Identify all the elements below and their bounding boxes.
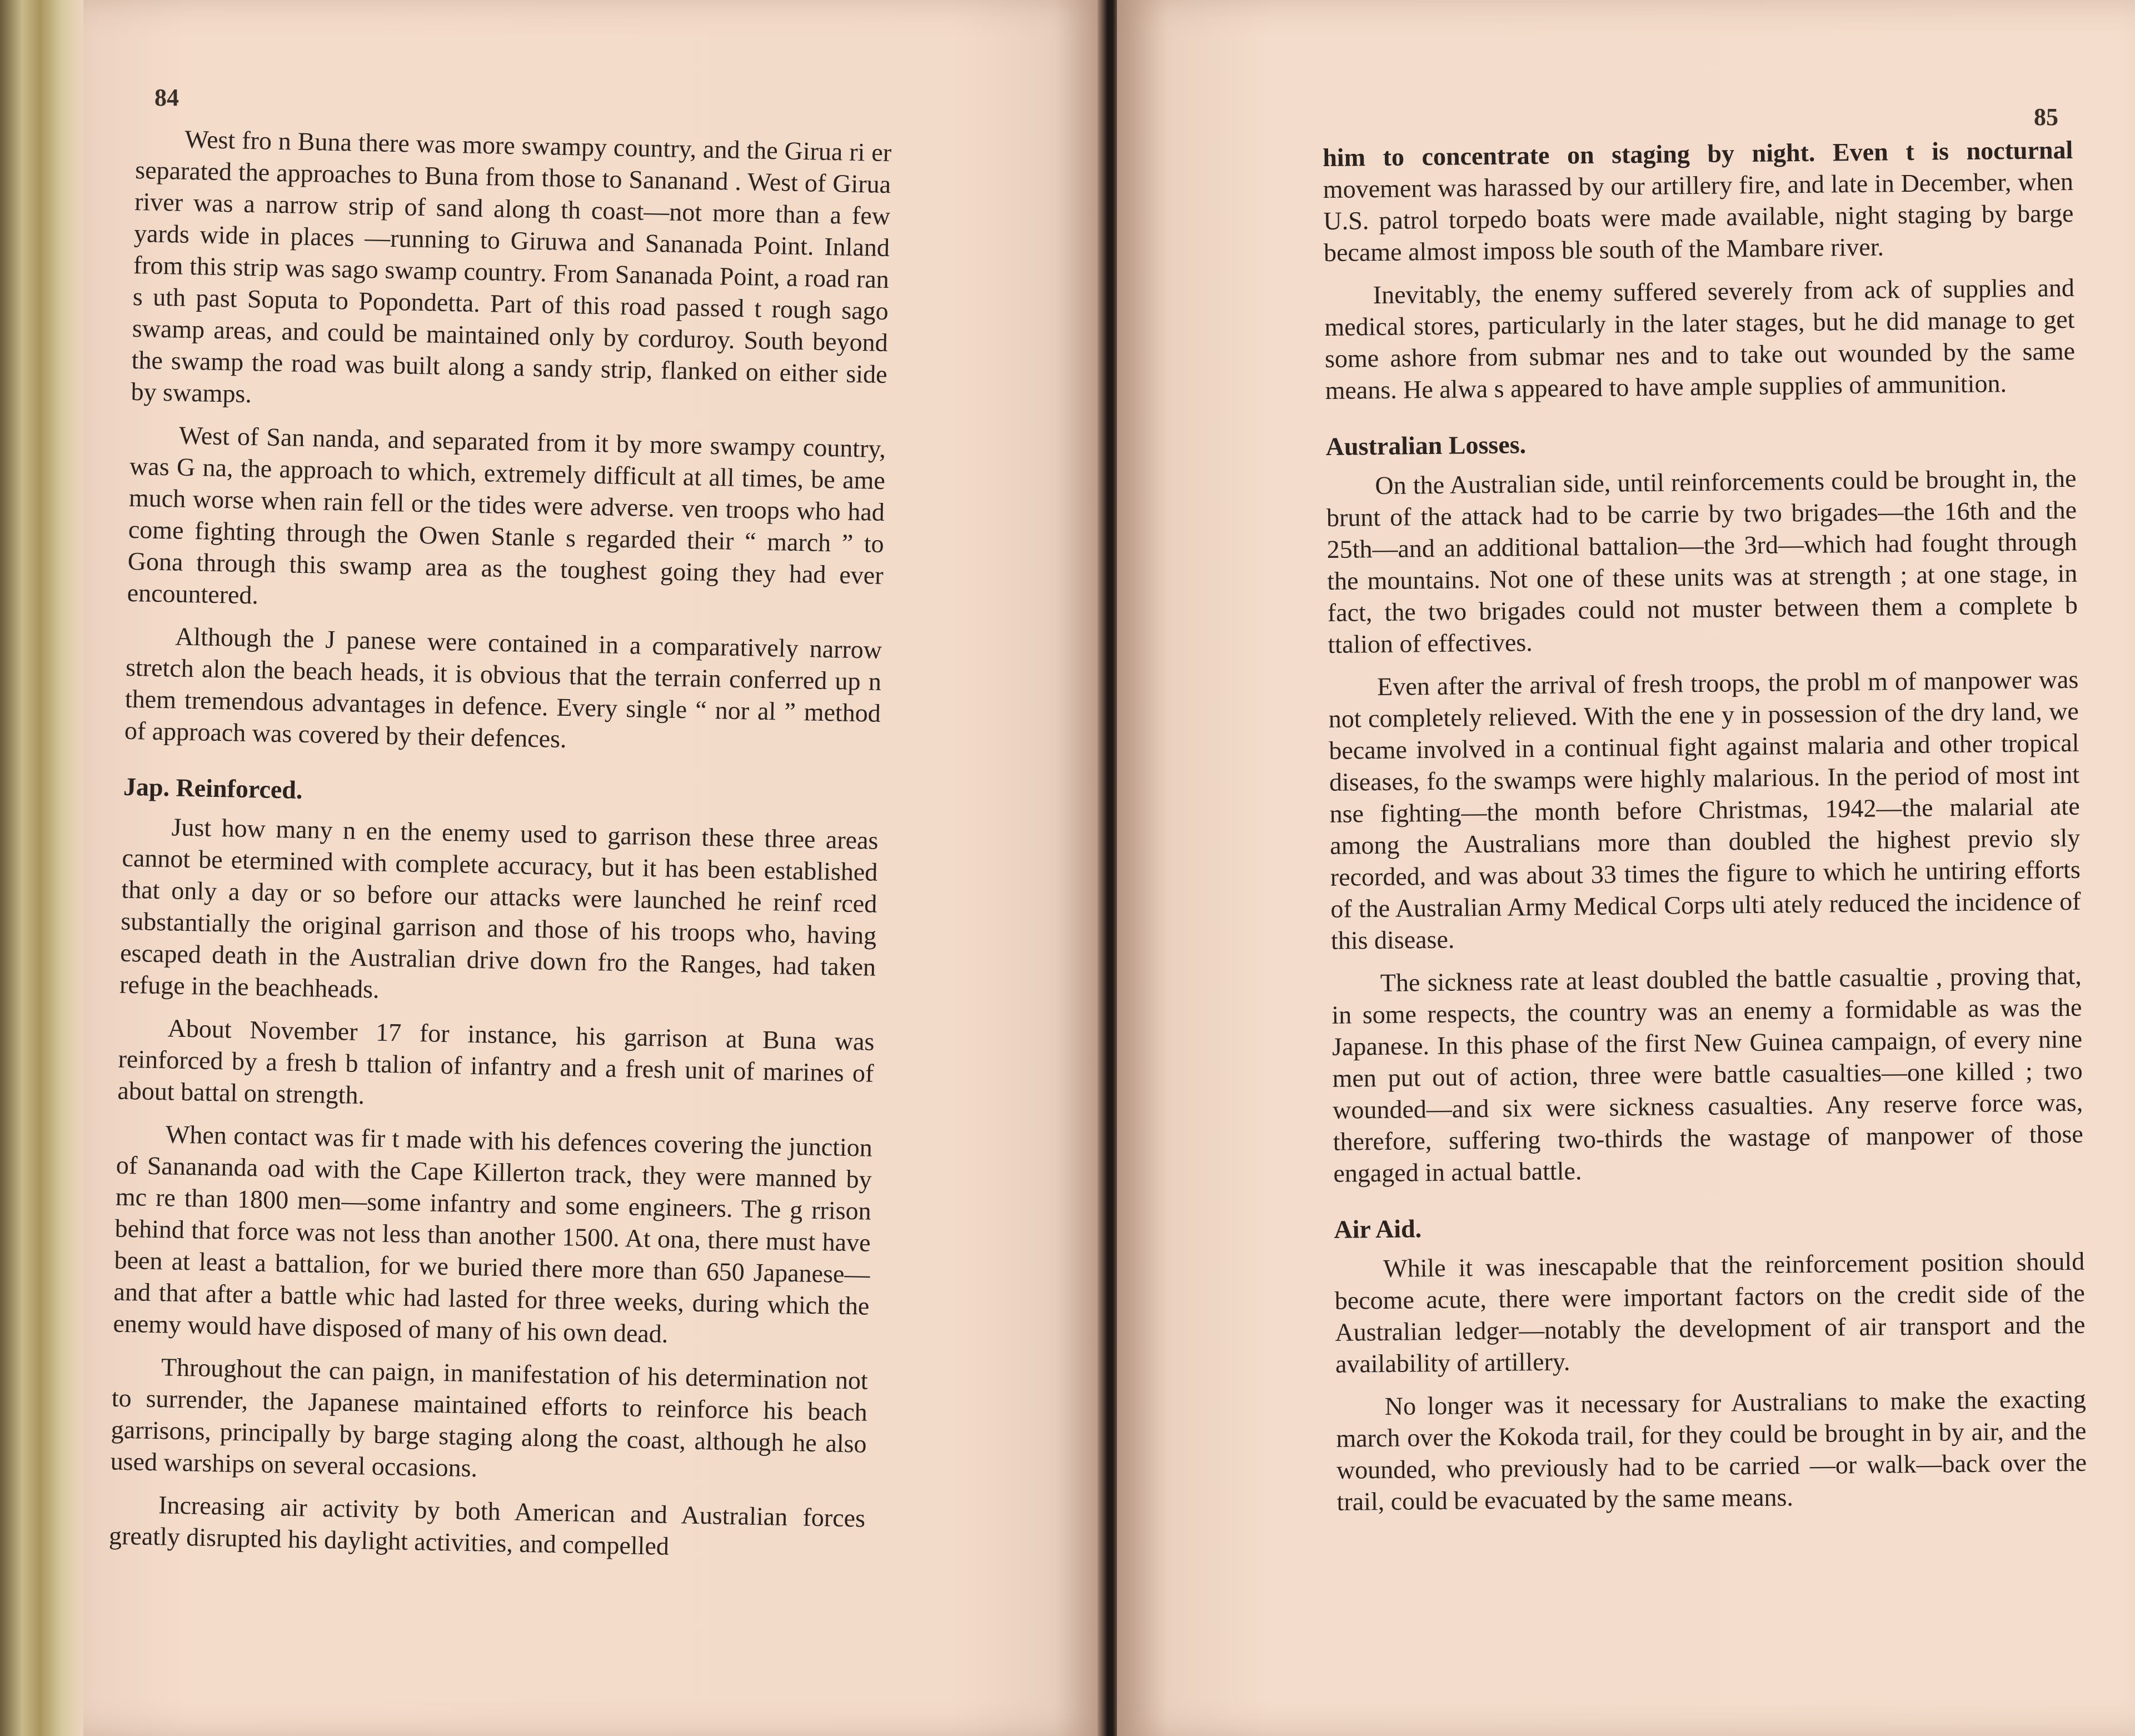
section-heading: Australian Losses. xyxy=(1325,430,1527,461)
paragraph: No longer was it necessary for Australians to make the exacting march over the Kokoda trail, for they could be brought in by air, and the wounded, who previously had to be carried —or walk—back over the trail, could be evacuated by the same means. xyxy=(1336,1384,2087,1516)
paragraph: him to concentrate on staging by night. Even t is nocturnal movement was harassed by our artillery fire, and late in December, when U.S. patrol torpedo boats were made available, night staging by barge became almost imposs ble south of the Mambare river. xyxy=(1323,135,2074,267)
left-page xyxy=(83,0,1106,1736)
paragraph: While it was inescapable that the reinforcement position should become acute, there were important factors on the credit side of the Australian ledger—notably the development of air transport and the availability of artillery. xyxy=(1334,1246,2086,1378)
section-heading: Air Aid. xyxy=(1334,1214,1422,1244)
paragraph: West of San nanda, and separated from it by more swampy country, was G na, the approach to which, extremely difficult at all times, be ame much worse when rain fell or the tides were adverse. ven troops who had come fighting through the Owen Stanle s regarded their “ march ” to Gona through this swamp area as the toughest going they had ever encountered. xyxy=(127,421,886,610)
left-page-text xyxy=(108,122,892,1577)
paragraph: Although the J panese were contained in a comparatively narrow stretch alon the beach heads, it is obvious that the terrain conferred up n them tremendous advantages in defence. Every single “ nor al ” method of approach was covered by their defences. xyxy=(124,622,882,754)
paragraph: West fro n Buna there was more swampy country, and the Girua ri er separated the approaches to Buna from those to Sananand . West of Girua river was a narrow strip of sand along th coast—not more than a few yards wide in places —running to Giruwa and Sananada Point. Inland from this strip was sago swamp country. From Sananada Point, a road ran s uth past Soputa to Popondetta. Part of this road passed t rough sago swamp areas, and could be maintained only by corduroy. South beyond the swamp the road was built along a sandy strip, flanked on either side by swamps. xyxy=(131,124,892,408)
paragraph: Throughout the can paign, in manifestation of his determination not to surrender, the Japanese maintained efforts to reinforce his beach garrisons, principally by barge staging along the coast, although he also used warships on several occasions. xyxy=(110,1353,869,1483)
paragraph: Inevitably, the enemy suffered severely from ack of supplies and medical stores, particularly in the later stages, but he did manage to get some ashore from submar nes and to take out wounded by the same means. He alwa s appeared to have ample supplies of ammunition. xyxy=(1324,273,2076,405)
paragraph: Just how many n en the enemy used to garrison these three areas cannot be etermined with complete accuracy, but it has been established that only a day or so before our attacks were launched he reinf rced substantially the original garrison and those of his troops who, having escaped death in the Australian drive down fro the Ranges, had taken refuge in the beachheads. xyxy=(119,812,879,1004)
paragraph: Increasing air activity by both American and Australian forces greatly disrupted his daylight activities, and compelled xyxy=(108,1490,866,1560)
right-page-text xyxy=(1323,134,2087,1529)
paragraph: About November 17 for instance, his garrison at Buna was reinforced by a fresh b ttalion of infantry and a fresh unit of marines of about battal on strength. xyxy=(117,1014,875,1110)
page-number-left: 84 xyxy=(154,84,179,111)
paragraph: The sickness rate at least doubled the battle casualtie , proving that, in some respects, the country was an enemy a formidable as was the Japanese. In this phase of the first New Guinea campaign, of every nine men put out of action, three were battle casualties—one killed ; two wounded—and six were sickness casualties. Any reserve force was, therefore, suffering two-thirds the wastage of manpower of those engaged in actual battle. xyxy=(1331,961,2084,1188)
page-edges xyxy=(0,0,89,1736)
paragraph: On the Australian side, until reinforcements could be brought in, the brunt of the attack had to be carrie by two brigades—the 16th and the 25th—and an additional battalion—the 3rd—which had fought through the mountains. Not one of these units was at strength ; at one stage, in fact, the two brigades could not muster between them a complete b ttalion of effectives. xyxy=(1326,463,2078,659)
page-number-right: 85 xyxy=(2034,103,2058,131)
paragraph: When contact was fir t made with his defences covering the junction of Sanananda oad with the Cape Killerton track, they were manned by mc re than 1800 men—some infantry and some engineers. The g rrison behind that force was not less than another 1500. At ona, there must have been at least a battalion, for we buried there more than 650 Japanese—and that after a battle whic had lasted for three weeks, during which the enemy would have disposed of many of his own dead. xyxy=(113,1120,873,1348)
right-page xyxy=(1117,0,2135,1736)
section-heading: Jap. Reinforced. xyxy=(123,772,303,804)
paragraph: Even after the arrival of fresh troops, the probl m of manpower was not completely relieved. With the ene y in possession of the dry land, we became involved in a continual fight against malaria and other tropical diseases, fo the swamps were highly malarious. In the period of most int nse fighting—the month before Christmas, 1942—the malarial ate among the Australians more than doubled the highest previo sly recorded, and was about 33 times the figure to which he untiring efforts of the Australian Army Medical Corps ulti ately reduced the incidence of this disease. xyxy=(1328,665,2081,955)
